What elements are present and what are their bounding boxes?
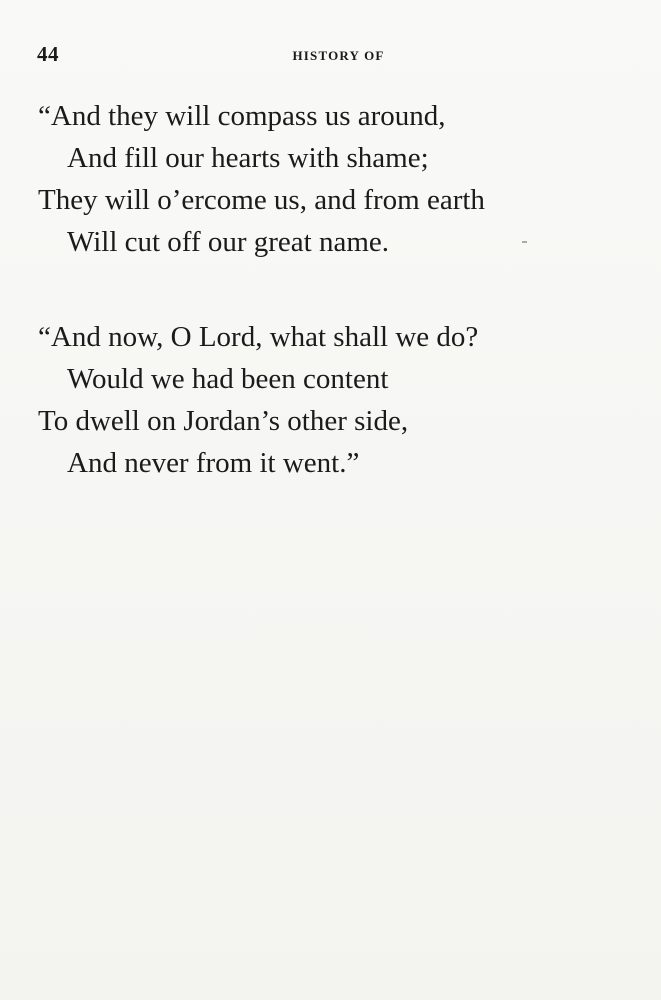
running-head: HISTORY OF xyxy=(292,48,385,63)
stanza-2-line-3: To dwell on Jordan’s other side, xyxy=(38,405,409,437)
stanza-2-line-1: “And now, O Lord, what shall we do? xyxy=(38,321,479,353)
stanza-1-line-3: They will o’ercome us, and from earth xyxy=(38,184,485,216)
stanza-1-line-2: And fill our hearts with shame; xyxy=(67,142,429,174)
stanza-2-line-2: Would we had been content xyxy=(67,363,389,395)
stanza-2-line-4: And never from it went.” xyxy=(67,447,360,479)
print-speck xyxy=(522,241,527,243)
stanza-1-line-1: “And they will compass us around, xyxy=(38,100,446,132)
stanza-1-line-4: Will cut off our great name. xyxy=(67,226,390,258)
page-number: 44 xyxy=(37,42,59,66)
